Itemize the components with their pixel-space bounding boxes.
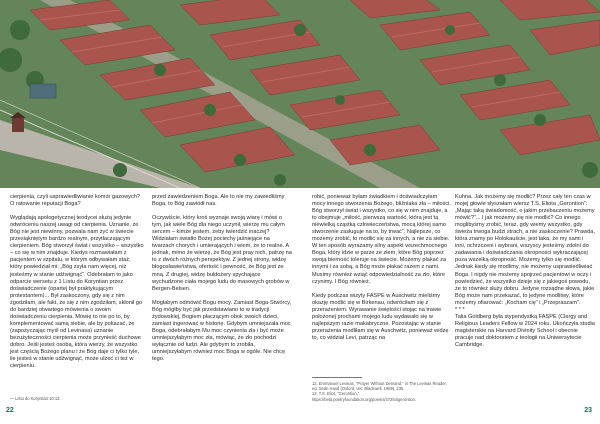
column-2: przed zawiedzeniem Boga. Ale to nie my zawiedliśmy Boga, to Bóg zawiódł nas. Oczywiście, który kroś wyznaje swoją wiarę i mówi o tym, jak wiele Bóg dla niego uczynił, wierzę mu całym sercem – kimże jestem, żeby twierdzić inaczej? Widziałam światło Bożej pociechy jaśniejące na twarzach chorych i umierających i wiem, że to realne. A jednak, mimo że wierzę, że Bóg jest pray nich, patrzę na to z dwóch różnych perspektyw. Z jednej strony, widzę błogosławieństwa, ofertość i pewność, że Bóg jest ze mną. Z drugiej, widzę buldożery spychające wychudzone ciała mojego ludu do masowych grobów w Bergen-Belsen. Mogłabym odmówić Bogu mocy. Zamiast Boga-Stwórcy, Bóg mógłby być jak przedstawiano to w tradycji żydowskiej, Bogiem płaczącym obok swoich dzieci, zamiast ingerować w historię. Gdybym umniejszała moc Boga, odebrałabym Mu moc czynienia zła i być może umniejszyłabym moc zła, mówiąc, że zło pochodzi wyłącznie od ludzi. Ale gdybym to zrobiła, umniejszyłabym również moc Boga w ogóle. Nie chcę tego. [152,194,292,363]
footnote-rule [312,377,362,378]
text-columns [0,194,600,408]
aerial-camp-photo [0,0,600,188]
camp-illustration [0,0,600,188]
page-number-left: 22 [6,407,14,414]
column-3: robić, ponieważ byłam świadkiem i doświadczyłam mocy innego stworzenia Bożego, bliźniaka zła – miłości. Bóg stworzył świat i wszystko, co się w nim znajduje, a to obejmuje „miłość, pierwszą wartość, która jest tą niewielką cząstką człowieczeństwa, mocą której samo stworzenie zasługuje na to, by trwać”. Najlepsze, co możemy zrobić, to modlić się za innych, a nie za siebie. W ten sposób wyrażamy silny aspekt wszechmocnego Boga, który idzie w parze ze złem, które Bóg poprzez swoją bierność toleruje na świecie. Możemy płakać za innymi i za sobą, a Bóg może płakać razem z nami. Musimy również wziąć odpowiedzialność za zło, które czynimy. I Bóg również. Kiedy podczas wizyty FASPE w Auschwitz mieliśmy okazję modlić się w Birkenau, odwróciłam się z przerażeniem. Wyrawanie świętości stojąc na trawie położonej prochami mojego ludu wydawało się w najlepszym razie makabryczne. Pozostając w stanie przerażenia modliłam się w Auschwitz, ponieważ widzę to, co widział Levi, patrząc na [312,194,451,341]
footnote-left: — Listu do Koryntian 10:13. [10,396,61,401]
footnote-right: 12. Emmanuel Levinas, "Prayer Without Demand," in The Levinas Reader, ed. Seán Hand (Oxford, UK: Blackwell, 1989), 235. 13. T.S. Eliot, "Gerontion," https://beta.poetryfoundation.org/poems/47254/gerontion. [312,381,447,402]
column-4: Kuhna. Jak możemy się modlić? Przez cały ten czas w mojej głowie słyszałam wiersz T.S. Eliota „Gerontion”: „Mając taką świadomość, o jakim przebaczeniu możemy mówić?”... I jak możemy się nie modlić? Co innego moglibyśmy zrobić, teraz, gdy wiemy wszystko, gdy świeża trwoga budzi strach, a nie zaskoczenie? Prawda, która znamy po Holokauście, jest taka, że my sami i inni, ochrzczeni i wybrani, wszyscy jesteśmy zdolni do zadawania i doświadczania okropności wykraczającej poza wszelką okropność. Możemy tylko się modlić. Jednak kiedy się modlimy, nie możemy usprawiedliwiać Boga. I nigdy nie możemy spojrzeć pacjentowi w oczy i powiedzieć, że wszystko dzieje się z jakiegoś powodu, że to również służy dobru. Jedyne rozsądne słowa, jakie Bóg może nam przekazać, to jedyne modlitwy, które możemy ofiarować: „Kocham cię” i „Przepraszam”. * * * Talia Goldberg była stypendystką FASPE (Clergy and Religious Leaders Fellow w 2024 roku. Ukończyła studia magisterskie na Harvard Divinity School i obecnie pracuje nad doktoratem z teologii na Uniwersytecie Cambridge. [455,194,595,348]
page-number-right: 23 [584,407,592,414]
column-1: cierpienia, czyli usprawiedliwianie komór gazowych? O ratowanie reputacji Boga? Wyglądają apologetycznej teodycei służą jedynie odwróceniu naszej uwagi od cierpienia. Uznanie, że Bóg nie jest niewinny, pozwala nam żyć w świecie przesiąkniętym bardzo realnym, przytłaczającym cierpieniem. Bóg stworzył świat i wszystko – wszystko – co się w nim znajduje. Kiedys rozmawiałam z pacjentem w szpitalu, w którym odbywałam staż, który powiedział mi: „Bóg zsyła nam więcej, niż jesteśmy w stanie udźwignąć”. Odebrałam to jako odparcie wersetu z 1 Listu do Koryntian przez doświadczenie (opartej był praktykującym protestantem)... Był zaskoczony, gdy się z nim zgodziłam, ale fakt, że się z nim zgodziłam, skłonił go do bardziej otwartego mówienia o swoim doświadczeniu cierpienia. Mówię to nie po to, by komplementować samą siebie, ale by pokazać, że (zapożyczając myśl od Levinasa) uznanie bezużyteczności cierpienia może przynieść duchowe dobro. Jeśli jesteś osobą, która wierzy, że wszystko jest częścią Bożego planu i że Bóg daje ci tylko tyle, ile jesteś w stanie udźwignąć, może ulżeć ci też w cierpieniu. [10,194,144,370]
